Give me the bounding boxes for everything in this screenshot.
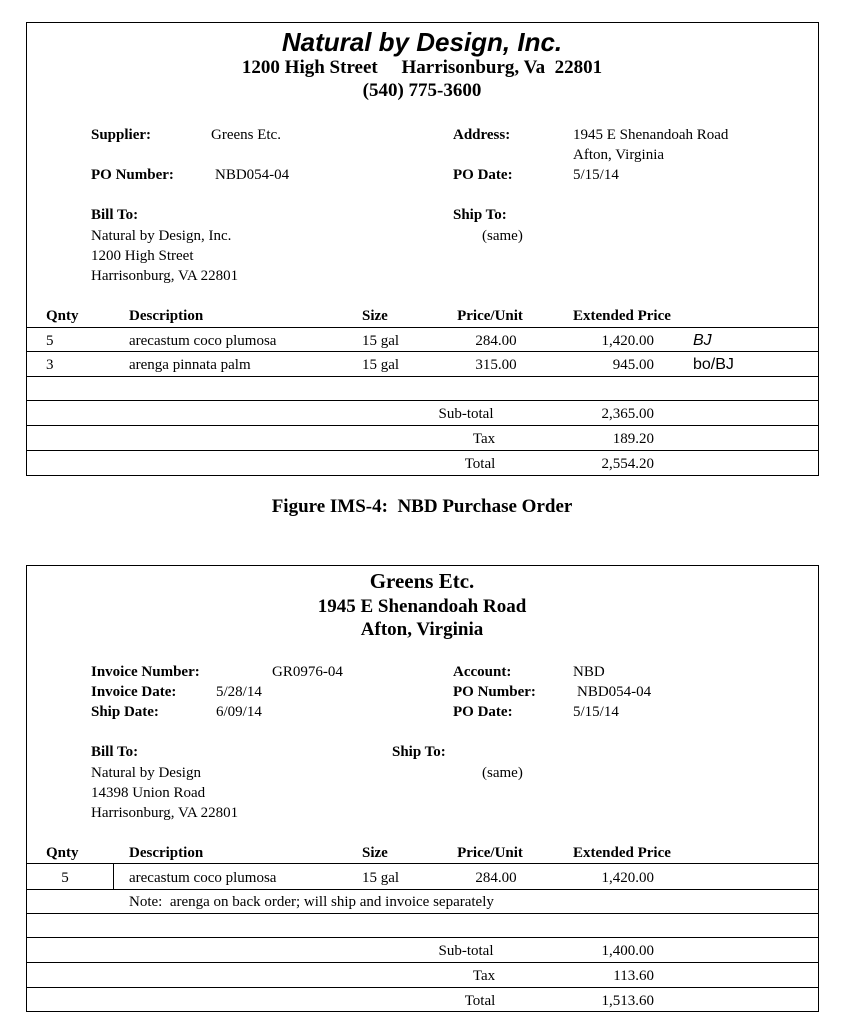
po-date-label: PO Date:: [453, 167, 513, 183]
po-row-price: 284.00: [475, 333, 517, 349]
invoice-company-name: Greens Etc.: [369, 569, 475, 593]
invoice-ship-to-label: Ship To:: [392, 744, 446, 760]
po-row-description: arenga pinnata palm: [129, 357, 251, 373]
invoice-bill-to-line: Natural by Design: [91, 765, 201, 781]
po-table-rule: [26, 450, 819, 451]
po-subtotal-label: Sub-total: [438, 406, 494, 422]
invoice-company-address-2: Afton, Virginia: [360, 619, 484, 640]
invoice-ship-to-value: (same): [482, 765, 523, 781]
po-company-phone: (540) 775-3600: [362, 80, 482, 101]
po-header-price: Price/Unit: [457, 308, 523, 324]
po-table-rule: [26, 425, 819, 426]
account-label: Account:: [453, 664, 512, 680]
po-ship-to-label: Ship To:: [453, 207, 507, 223]
po-header-description: Description: [129, 308, 204, 324]
po-tax-label: Tax: [472, 431, 496, 447]
po-supplier-label: Supplier:: [91, 127, 152, 143]
invoice-number-label: Invoice Number:: [91, 664, 200, 680]
po-row-price: 315.00: [475, 357, 517, 373]
invoice-po-date-label: PO Date:: [453, 704, 513, 720]
invoice-number-value: GR0976-04: [272, 664, 343, 680]
invoice-row-size: 15 gal: [362, 870, 400, 886]
po-row-extended: 945.00: [612, 357, 654, 373]
invoice-row-qnty: 5: [61, 870, 69, 886]
invoice-table-rule: [26, 889, 819, 890]
po-table-rule: [26, 400, 819, 401]
invoice-table-rule: [26, 863, 819, 864]
invoice-table-rule: [26, 913, 819, 914]
invoice-header-description: Description: [129, 845, 204, 861]
invoice-table-divider: [113, 863, 114, 889]
invoice-subtotal-label: Sub-total: [438, 943, 494, 959]
po-header-size: Size: [362, 308, 388, 324]
invoice-header-price: Price/Unit: [457, 845, 523, 861]
invoice-po-number-label: PO Number:: [453, 684, 536, 700]
po-supplier-value: Greens Etc.: [211, 127, 281, 143]
invoice-total-label: Total: [464, 993, 496, 1009]
invoice-po-number-value: NBD054-04: [577, 684, 652, 700]
po-address-label: Address:: [453, 127, 511, 143]
invoice-po-date-value: 5/15/14: [573, 704, 619, 720]
invoice-bill-to-label: Bill To:: [91, 744, 139, 760]
invoice-header-extended: Extended Price: [573, 845, 671, 861]
figure-caption: Figure IMS-4: NBD Purchase Order: [271, 496, 573, 517]
po-number-value: NBD054-04: [215, 167, 290, 183]
po-bill-to-label: Bill To:: [91, 207, 139, 223]
invoice-row-extended: 1,420.00: [601, 870, 654, 886]
invoice-table-rule: [26, 962, 819, 963]
invoice-bill-to-line: Harrisonburg, VA 22801: [91, 805, 239, 821]
po-table-rule: [26, 327, 819, 328]
po-subtotal-value: 2,365.00: [601, 406, 654, 422]
po-row-annotation: bo/BJ: [693, 356, 734, 373]
po-total-value: 2,554.20: [601, 456, 654, 472]
po-address-line-2: Afton, Virginia: [573, 147, 665, 163]
po-company-name: Natural by Design, Inc.: [281, 27, 563, 57]
ship-date-label: Ship Date:: [91, 704, 159, 720]
invoice-header-qnty: Qnty: [46, 845, 79, 861]
po-date-value: 5/15/14: [573, 167, 619, 183]
invoice-tax-value: 113.60: [613, 968, 654, 984]
invoice-table-rule: [26, 937, 819, 938]
ship-date-value: 6/09/14: [216, 704, 262, 720]
po-total-label: Total: [464, 456, 496, 472]
po-bill-to-line: 1200 High Street: [91, 248, 194, 264]
invoice-company-address-1: 1945 E Shenandoah Road: [317, 596, 527, 617]
po-table-rule: [26, 376, 819, 377]
invoice-date-label: Invoice Date:: [91, 684, 177, 700]
po-row-size: 15 gal: [362, 333, 400, 349]
po-address-line-1: 1945 E Shenandoah Road: [573, 127, 729, 143]
invoice-bill-to-line: 14398 Union Road: [91, 785, 206, 801]
po-bill-to-line: Harrisonburg, VA 22801: [91, 268, 239, 284]
invoice-subtotal-value: 1,400.00: [601, 943, 654, 959]
invoice-note: Note: arenga on back order; will ship and invoice separately: [129, 894, 494, 910]
invoice-header-size: Size: [362, 845, 388, 861]
invoice-row-price: 284.00: [475, 870, 517, 886]
invoice-tax-label: Tax: [472, 968, 496, 984]
po-row-size: 15 gal: [362, 357, 400, 373]
po-ship-to-value: (same): [482, 228, 523, 244]
po-header-extended: Extended Price: [573, 308, 671, 324]
invoice-total-value: 1,513.60: [601, 993, 654, 1009]
po-row-description: arecastum coco plumosa: [129, 333, 277, 349]
po-row-qnty: 5: [46, 333, 54, 349]
po-row-qnty: 3: [46, 357, 54, 373]
po-number-label: PO Number:: [91, 167, 174, 183]
invoice-table-rule: [26, 987, 819, 988]
po-table-rule: [26, 351, 819, 352]
po-tax-value: 189.20: [612, 431, 654, 447]
account-value: NBD: [573, 664, 605, 680]
invoice-date-value: 5/28/14: [216, 684, 262, 700]
po-company-address: 1200 High Street Harrisonburg, Va 22801: [241, 57, 603, 78]
po-row-extended: 1,420.00: [601, 333, 654, 349]
invoice-row-description: arecastum coco plumosa: [129, 870, 277, 886]
po-bill-to-line: Natural by Design, Inc.: [91, 228, 232, 244]
po-row-annotation: BJ: [693, 332, 712, 349]
po-header-qnty: Qnty: [46, 308, 79, 324]
